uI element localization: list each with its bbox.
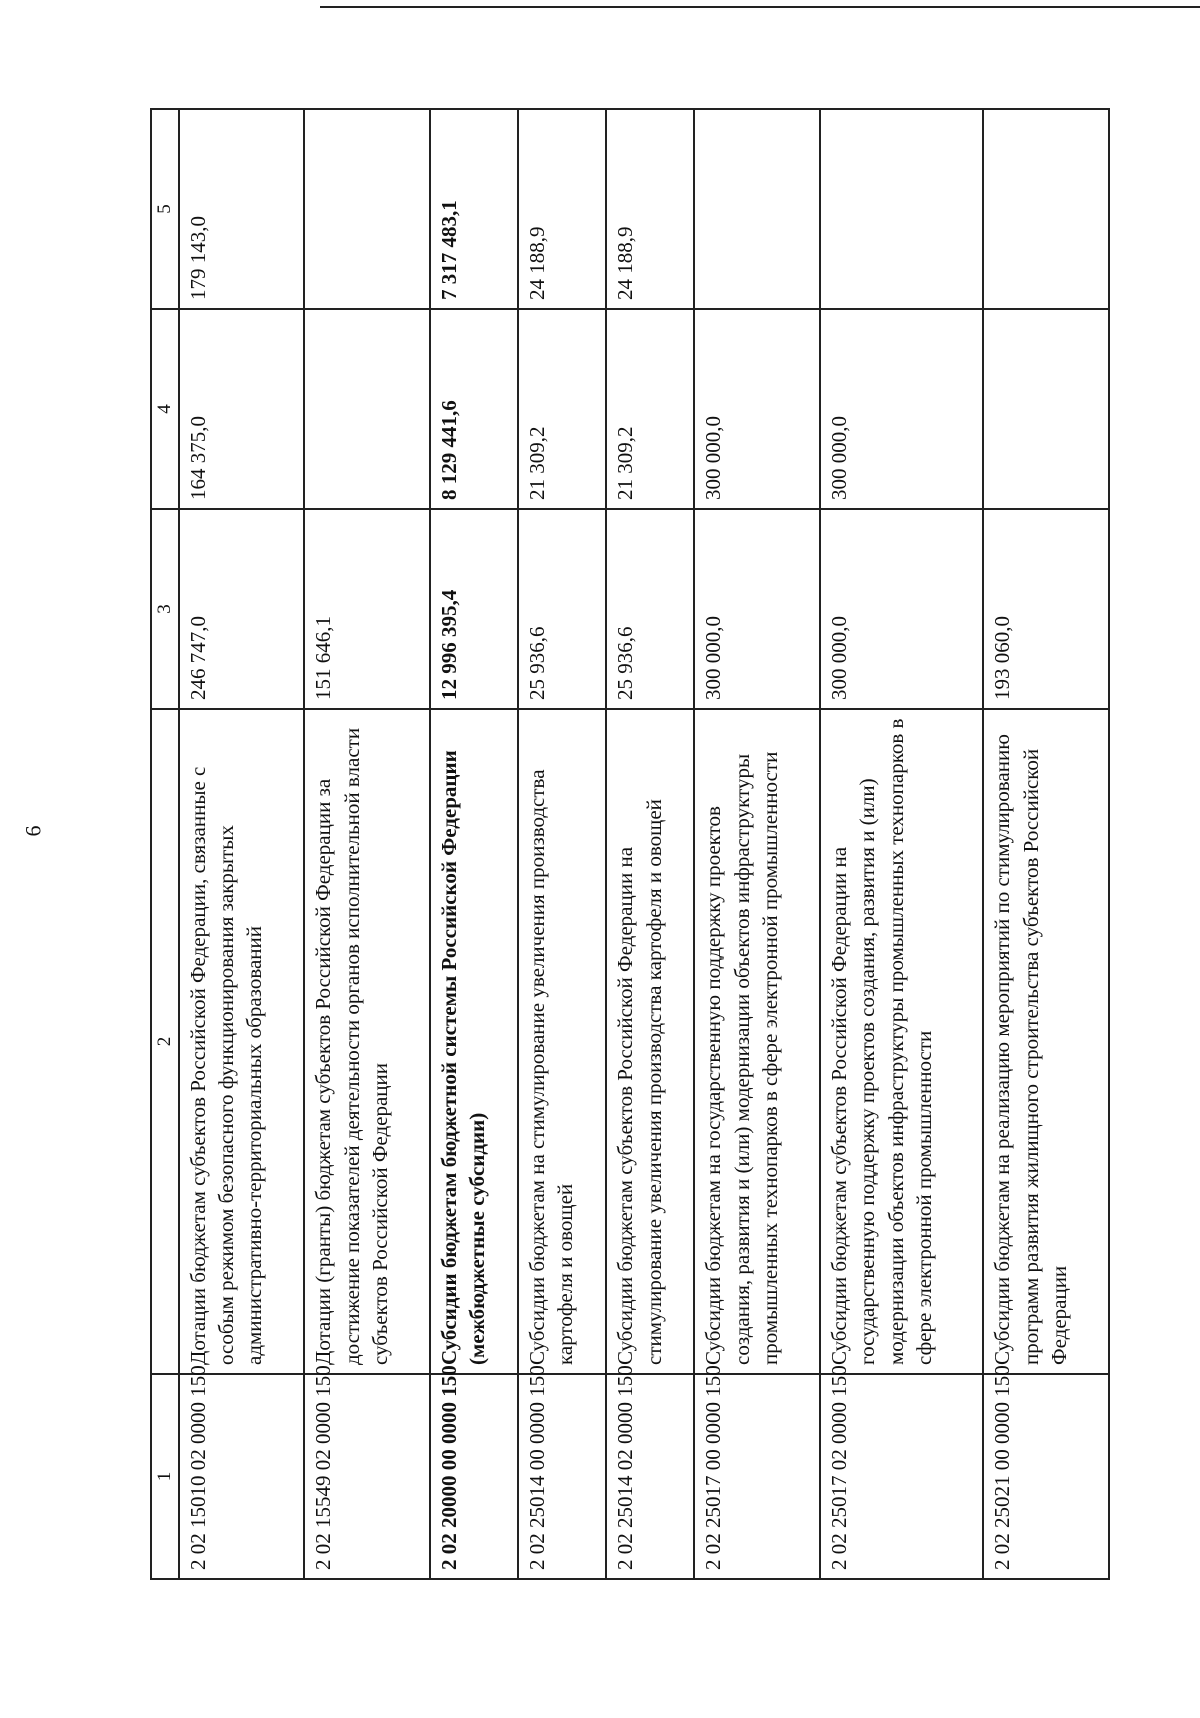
amount-col-4: 300 000,0: [820, 309, 983, 509]
table-body: [179, 109, 1109, 1579]
table-row: [983, 109, 1109, 1579]
table-row: [179, 109, 305, 1579]
amount-col-5: [820, 109, 983, 309]
budget-code: 2 02 15549 02 0000 150: [304, 1374, 430, 1579]
item-name: Субсидии бюджетам субъектов Российской Федерации на стимулирование увеличения производства картофеля и овощей: [606, 709, 694, 1374]
table-row: [606, 109, 694, 1579]
budget-code: 2 02 25017 00 0000 150: [694, 1374, 820, 1579]
table-row: [430, 109, 518, 1579]
amount-col-4: 164 375,0: [179, 309, 305, 509]
amount-col-3: 300 000,0: [820, 509, 983, 709]
amount-col-5: 24 188,9: [606, 109, 694, 309]
rotated-table-container: [150, 110, 1110, 1580]
amount-col-3: 12 996 395,4: [430, 509, 518, 709]
amount-col-4: [983, 309, 1109, 509]
page-number: 6: [20, 825, 46, 837]
amount-col-3: 193 060,0: [983, 509, 1109, 709]
budget-code: 2 02 25014 02 0000 150: [606, 1374, 694, 1579]
budget-code: 2 02 15010 02 0000 150: [179, 1374, 305, 1579]
amount-col-4: 300 000,0: [694, 309, 820, 509]
budget-code: 2 02 25017 02 0000 150: [820, 1374, 983, 1579]
item-name: Субсидии бюджетам бюджетной системы Российской Федерации (межбюджетные субсидии): [430, 709, 518, 1374]
amount-col-4: [304, 309, 430, 509]
table-row: [694, 109, 820, 1579]
header-col-2: 2: [151, 709, 179, 1374]
item-name: Дотации бюджетам субъектов Российской Федерации, связанные с особым режимом безопасного функционирования закрытых административно-территориальных образований: [179, 709, 305, 1374]
amount-col-3: 246 747,0: [179, 509, 305, 709]
header-col-4: 4: [151, 309, 179, 509]
amount-col-3: 151 646,1: [304, 509, 430, 709]
amount-col-5: 7 317 483,1: [430, 109, 518, 309]
header-col-3: 3: [151, 509, 179, 709]
amount-col-4: 8 129 441,6: [430, 309, 518, 509]
amount-col-3: 25 936,6: [606, 509, 694, 709]
budget-code: 2 02 25014 00 0000 150: [518, 1374, 606, 1579]
amount-col-5: [694, 109, 820, 309]
amount-col-5: [304, 109, 430, 309]
table-row: [820, 109, 983, 1579]
item-name: Субсидии бюджетам на стимулирование увеличения производства картофеля и овощей: [518, 709, 606, 1374]
amount-col-5: 179 143,0: [179, 109, 305, 309]
budget-code: 2 02 25021 00 0000 150: [983, 1374, 1109, 1579]
amount-col-3: 25 936,6: [518, 509, 606, 709]
budget-table: [150, 108, 1110, 1580]
table-header-row: [151, 109, 179, 1579]
table-row: [304, 109, 430, 1579]
header-col-1: 1: [151, 1374, 179, 1579]
item-name: Субсидии бюджетам на государственную поддержку проектов создания, развития и (или) модернизации объектов инфраструктуры промышленных технопарков в сфере электронной промышленности: [694, 709, 820, 1374]
amount-col-4: 21 309,2: [518, 309, 606, 509]
budget-code: 2 02 20000 00 0000 150: [430, 1374, 518, 1579]
amount-col-4: 21 309,2: [606, 309, 694, 509]
item-name: Субсидии бюджетам субъектов Российской Федерации на государственную поддержку проектов создания, развития и (или) модернизации объектов инфраструктуры промышленных технопарков в сфере электронной промышленности: [820, 709, 983, 1374]
table-row: [518, 109, 606, 1579]
header-col-5: 5: [151, 109, 179, 309]
amount-col-3: 300 000,0: [694, 509, 820, 709]
amount-col-5: [983, 109, 1109, 309]
amount-col-5: 24 188,9: [518, 109, 606, 309]
scan-edge-line: [320, 6, 1200, 8]
item-name: Дотации (гранты) бюджетам субъектов Российской Федерации за достижение показателей деятельности органов исполнительной власти субъектов Российской Федерации: [304, 709, 430, 1374]
item-name: Субсидии бюджетам на реализацию мероприятий по стимулированию программ развития жилищного строительства субъектов Российской Федерации: [983, 709, 1109, 1374]
